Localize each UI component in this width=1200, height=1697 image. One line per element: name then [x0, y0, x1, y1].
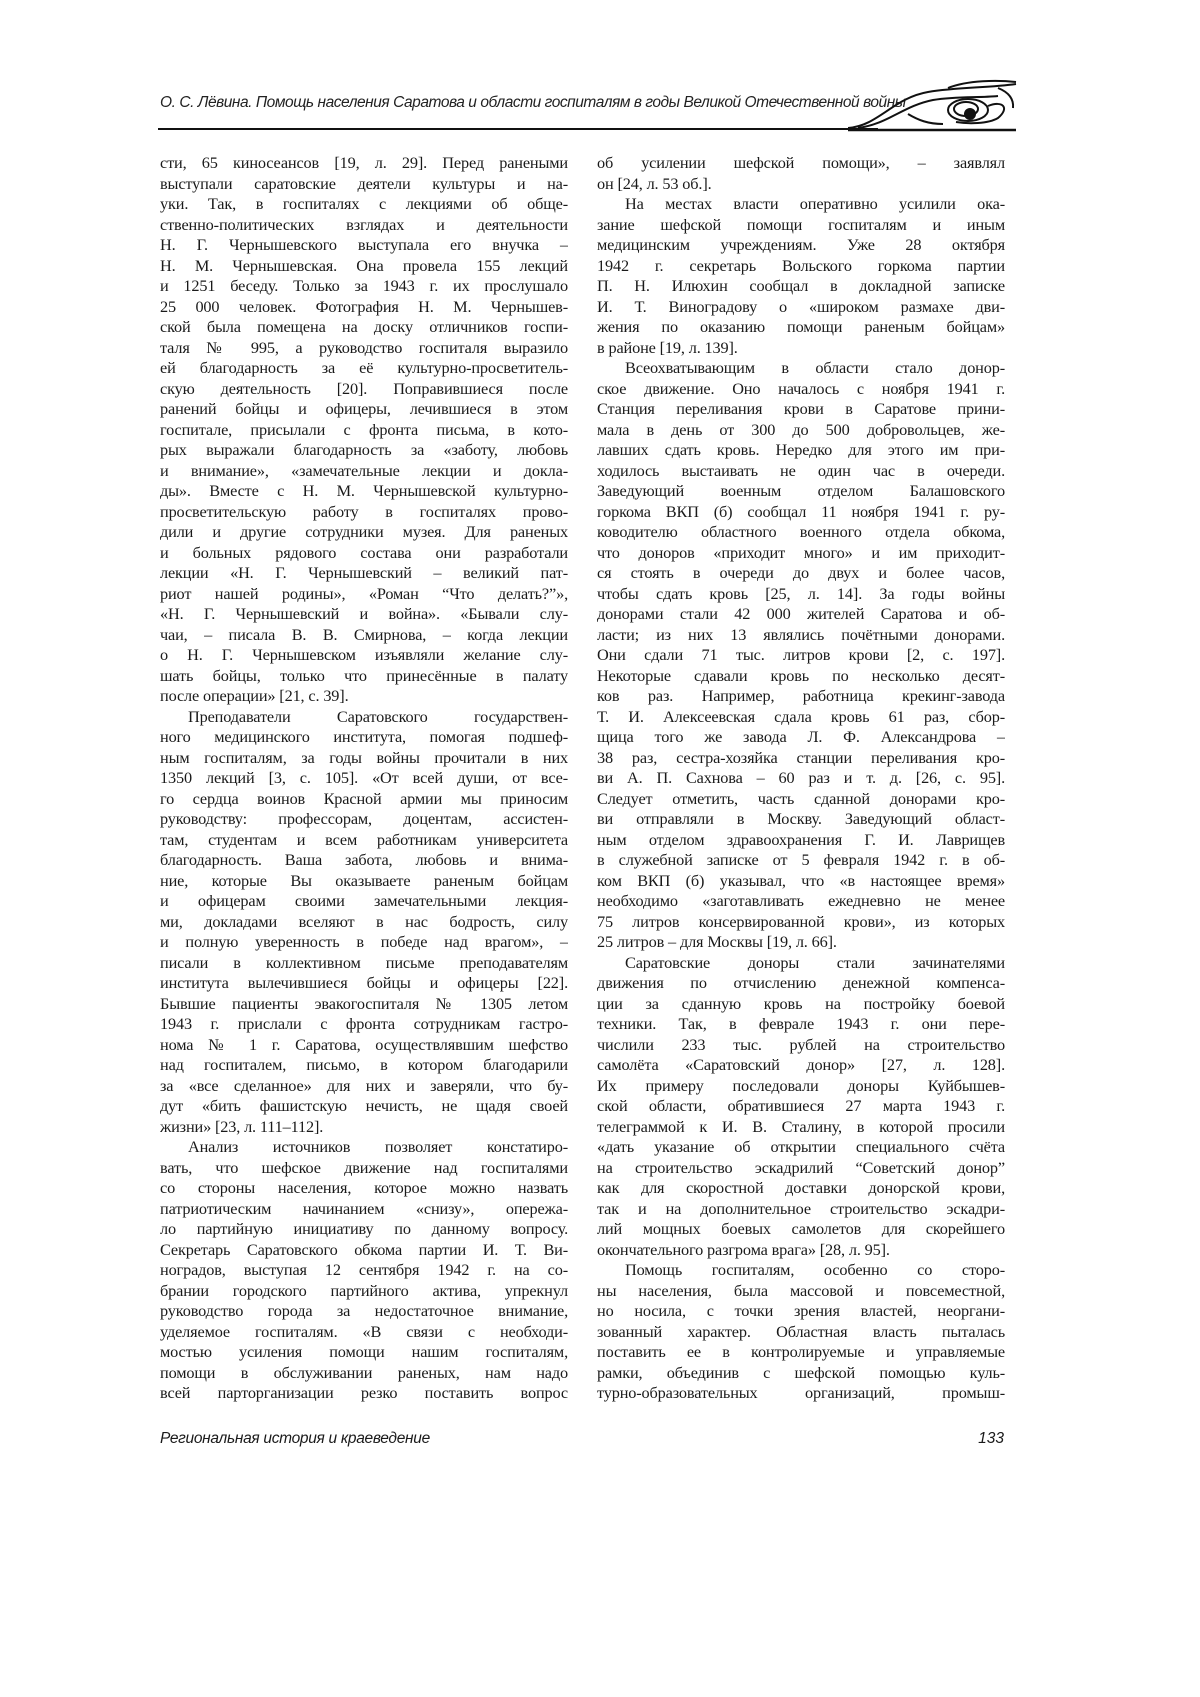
text-line: 1942 г. секретарь Вольского горкома партии	[597, 255, 1005, 275]
text-line: движения по отчислению денежной компенса-	[597, 973, 1005, 992]
text-line: чтобы сдать кровь [25, л. 14]. За годы войны	[597, 583, 1005, 603]
text-line: 1350 лекций [3, с. 105]. «От всей души, от все-	[160, 768, 568, 787]
text-line: брании городского партийного актива, упрекнул	[160, 1280, 568, 1300]
text-line: на строительство эскадрилий “Советский донор”	[597, 1157, 1005, 1177]
text-line: со стороны населения, которое можно назвать	[160, 1178, 568, 1197]
text-line: ся стоять в очереди до двух и более часов,	[597, 563, 1005, 582]
paragraph	[160, 153, 568, 707]
text-line: ды». Вместе с Н. М. Чернышевской культурно-	[160, 481, 568, 500]
text-line: ской была помещена на доску отличников госпи-	[160, 317, 568, 336]
text-line: Некоторые сдавали кровь по несколько десят-	[597, 665, 1005, 685]
text-line: горкома ВКП (б) сообщал 11 ноября 1941 г. ру-	[597, 501, 1005, 521]
ornament-icon	[848, 78, 1018, 134]
text-line: чаи, – писала В. В. Смирнова, – когда лекции	[160, 624, 568, 644]
text-line: всей парторганизации резко поставить вопрос	[160, 1383, 568, 1402]
text-line: жизни» [23, л. 111–112].	[160, 1116, 324, 1136]
text-line: 38 раз, сестра-хозяйка станции переливания кро-	[597, 747, 1005, 767]
text-line: за «все сделанное» для них и заверяли, что бу-	[160, 1075, 568, 1095]
page-number: 133	[978, 1430, 1004, 1447]
text-line: го сердца воинов Красной армии мы приносим	[160, 788, 568, 808]
text-line: о Н. Г. Чернышевском изъявляли желание слу-	[160, 645, 568, 664]
text-line: рамки, объединив с шефской помощью куль-	[597, 1362, 1005, 1382]
text-line: ви отправляли в Москву. Заведующий област-	[597, 809, 1005, 828]
text-line: На местах власти оперативно усилили ока-	[625, 194, 1005, 213]
text-line: Бывшие пациенты эвакогоспиталя № 1305 летом	[160, 993, 568, 1013]
text-line: лавших сдать кровь. Нередко для этого им при-	[597, 440, 1005, 459]
text-line: там, студентам и всем работникам университета	[160, 829, 568, 849]
text-line: ного медицинского института, помогая подшеф-	[160, 727, 568, 746]
text-line: Саратовские доноры стали зачинателями	[625, 952, 1005, 972]
text-column-right	[597, 153, 1005, 1404]
text-line: патриотическим начинанием «снизу», опережа-	[160, 1198, 568, 1218]
text-line: Н. М. Чернышевская. Она провела 155 лекций	[160, 255, 568, 275]
text-line: в районе [19, л. 139].	[597, 337, 738, 357]
text-line: просветительскую работу в госпиталях прово-	[160, 501, 568, 521]
text-line: 25 000 человек. Фотография Н. М. Чернышев-	[160, 296, 568, 316]
text-line: Помощь госпиталям, особенно со сторо-	[625, 1260, 1005, 1279]
text-line: Секретарь Саратовского обкома партии И. Т. Ви-	[160, 1239, 568, 1259]
text-line: и 1251 беседу. Только за 1943 г. их прослушало	[160, 276, 568, 295]
text-line: медицинским учреждениям. Уже 28 октября	[597, 235, 1005, 254]
text-line: техники. Так, в феврале 1943 г. они пере-	[597, 1014, 1005, 1033]
text-line: Заведующий военным отделом Балашовского	[597, 481, 1005, 500]
text-line: дили и другие сотрудники музея. Для раненых	[160, 522, 568, 541]
paragraph	[160, 1137, 568, 1404]
text-line: ское движение. Оно началось с ноября 1941 г.	[597, 378, 1005, 398]
text-line: Т. И. Алексеевская сдала кровь 61 раз, сбор-	[597, 706, 1005, 726]
paragraph	[597, 953, 1005, 1261]
text-line: «Н. Г. Чернышевский и война». «Бывали слу-	[160, 604, 568, 623]
text-line: Всеохватывающим в области стало донор-	[625, 358, 1005, 377]
text-line: зованный характер. Областная власть пыталась	[597, 1321, 1005, 1341]
text-line: руководство города за недостаточное внимание,	[160, 1301, 568, 1320]
text-line: необходимо «заготавливать ежедневно не менее	[597, 891, 1005, 910]
text-line: Следует отметить, часть сданной донорами кро-	[597, 788, 1005, 808]
text-line: Они сдали 71 тыс. литров крови [2, с. 197].	[597, 645, 1005, 664]
text-line: мала в день от 300 до 500 добровольцев, же-	[597, 419, 1005, 439]
text-line: ской области, обратившиеся 27 марта 1943 г.	[597, 1096, 1005, 1115]
text-line: ласти; из них 13 являлись почётными донорами.	[597, 624, 1005, 644]
text-line: выступали саратовские деятели культуры и на-	[160, 173, 568, 193]
text-line: рых выражали благодарность за «заботу, любовь	[160, 440, 568, 459]
text-line: но носила, с точки зрения властей, неоргани-	[597, 1301, 1005, 1320]
text-line: таля № 995, а руководство госпиталя выразило	[160, 337, 568, 357]
text-line: помощи в обслуживании раненых, нам надо	[160, 1362, 568, 1382]
text-line: и офицерам своими замечательными лекция-	[160, 891, 568, 910]
text-line: скую деятельность [20]. Поправившиеся после	[160, 378, 568, 398]
text-line: писали в коллективном письме преподавателям	[160, 952, 568, 972]
text-line: после операции» [21, с. 39].	[160, 686, 349, 705]
text-line: донорами стали 42 000 жителей Саратова и об-	[597, 604, 1005, 623]
text-line: ние, которые Вы оказываете раненым бойцам	[160, 870, 568, 890]
text-line: Станция переливания крови в Саратове прини-	[597, 399, 1005, 418]
text-line: телеграммой к И. В. Сталину, в которой просили	[597, 1116, 1005, 1136]
text-line: уделяемое госпиталям. «В связи с необходи-	[160, 1321, 568, 1341]
text-line: ны населения, была массовой и повсеместной,	[597, 1280, 1005, 1300]
text-line: сти, 65 киносеансов [19, л. 29]. Перед ранеными	[160, 153, 568, 172]
text-column-left	[160, 153, 568, 1404]
text-line: вать, что шефское движение над госпиталями	[160, 1157, 568, 1177]
paragraph	[597, 358, 1005, 953]
text-line: ходилось выстаивать не один час в очереди.	[597, 460, 1005, 480]
text-line: поставить ее в контролируемые и управляемые	[597, 1342, 1005, 1361]
text-line: уки. Так, в госпиталях с лекциями об обще-	[160, 194, 568, 213]
text-line: и внимание», «замечательные лекции и докла-	[160, 460, 568, 480]
text-line: руководству: профессорам, доцентам, ассистен-	[160, 809, 568, 828]
text-line: ви А. П. Сахнова – 60 раз и т. д. [26, с. 95].	[597, 768, 1005, 787]
text-line: ком ВКП (б) указывал, что «в настоящее время»	[597, 870, 1005, 890]
text-line: ноградов, выступая 12 сентября 1942 г. на со-	[160, 1260, 568, 1279]
header-rule	[158, 128, 878, 130]
text-line: ков раз. Например, работница крекинг-завода	[597, 686, 1005, 705]
paragraph	[160, 707, 568, 1138]
text-line: лекции «Н. Г. Чернышевский – великий пат-	[160, 563, 568, 582]
text-line: мостью усиления помощи нашим госпиталям,	[160, 1342, 568, 1361]
text-line: самолёта «Саратовский донор» [27, л. 128].	[597, 1055, 1005, 1074]
paragraph	[597, 194, 1005, 358]
paragraph	[597, 153, 1005, 194]
text-line: ным госпиталям, за годы войны прочитали в них	[160, 747, 568, 767]
text-line: и больных рядового состава они разработали	[160, 542, 568, 562]
text-line: как для скоростной доставки донорской крови,	[597, 1178, 1005, 1197]
text-line: ло партийную инициативу по данному вопросу.	[160, 1219, 568, 1238]
text-line: 1943 г. прислали с фронта сотрудникам гастро-	[160, 1014, 568, 1033]
paragraph	[597, 1260, 1005, 1404]
text-line: риот нашей родины», «Роман “Что делать?”»,	[160, 583, 568, 603]
text-line: окончательного разгрома врага» [28, л. 95].	[597, 1239, 890, 1259]
text-line: Анализ источников позволяет констатиро-	[188, 1137, 568, 1156]
text-line: И. Т. Виноградову о «широком размахе дви-	[597, 296, 1005, 316]
text-line: ранений бойцы и офицеры, лечившиеся в этом	[160, 399, 568, 418]
text-line: благодарность. Ваша забота, любовь и внима-	[160, 850, 568, 869]
text-line: 25 литров – для Москвы [19, л. 66].	[597, 932, 837, 951]
text-line: числили 233 тыс. рублей на строительство	[597, 1034, 1005, 1054]
text-line: щица того же завода Л. Ф. Александрова –	[597, 727, 1005, 746]
text-line: так и на дополнительное строительство эскадри-	[597, 1198, 1005, 1218]
text-line: зание шефской помощи госпиталям и иным	[597, 214, 1005, 234]
text-line: Преподаватели Саратовского государствен-	[188, 706, 568, 726]
text-line: П. Н. Илюхин сообщал в докладной записке	[597, 276, 1005, 295]
text-line: ции за сданную кровь на постройку боевой	[597, 993, 1005, 1013]
text-line: лий мощных боевых самолетов для скорейшего	[597, 1219, 1005, 1238]
text-line: ководителю областного военного отдела обкома,	[597, 522, 1005, 541]
text-line: над госпиталем, письмо, в котором благодарили	[160, 1055, 568, 1074]
text-line: 75 литров консервированной крови», из которых	[597, 911, 1005, 931]
text-line: об усилении шефской помощи», – заявлял	[597, 153, 1005, 172]
text-line: жения по оказанию помощи раненым бойцам»	[597, 317, 1005, 336]
running-title: О. С. Лёвина. Помощь населения Саратова и области госпиталям в годы Великой Отечественной войны	[160, 94, 906, 111]
text-line: в служебной записке от 5 февраля 1942 г. в об-	[597, 850, 1005, 869]
text-line: ным отделом здравоохранения Г. И. Лаврищев	[597, 829, 1005, 849]
text-line: и полную уверенность в победе над врагом», –	[160, 932, 568, 951]
text-line: Их примеру последовали доноры Куйбышев-	[597, 1075, 1005, 1095]
text-line: он [24, л. 53 об.].	[597, 173, 712, 193]
text-line: что доноров «приходит много» и им приходит-	[597, 542, 1005, 562]
text-line: турно-образовательных организаций, промыш-	[597, 1383, 1005, 1402]
text-line: ми, докладами вселяют в нас бодрость, силу	[160, 911, 568, 931]
text-line: дут «бить фашистскую нечисть, не щадя своей	[160, 1096, 568, 1115]
text-line: Н. Г. Чернышевского выступала его внучка –	[160, 235, 568, 254]
text-line: госпитале, присылали с фронта письма, в кото-	[160, 419, 568, 439]
text-line: института вылечившиеся бойцы и офицеры [22].	[160, 973, 568, 992]
text-line: ей благодарность за её культурно-просветитель-	[160, 358, 568, 377]
journal-title: Региональная история и краеведение	[160, 1430, 430, 1447]
text-line: «дать указание об открытии специального счёта	[597, 1137, 1005, 1156]
text-line: шать бойцы, только что принесённые в палату	[160, 665, 568, 685]
text-line: нома № 1 г. Саратова, осуществлявшим шефство	[160, 1034, 568, 1054]
text-line: ственно-политических взглядах и деятельности	[160, 214, 568, 234]
